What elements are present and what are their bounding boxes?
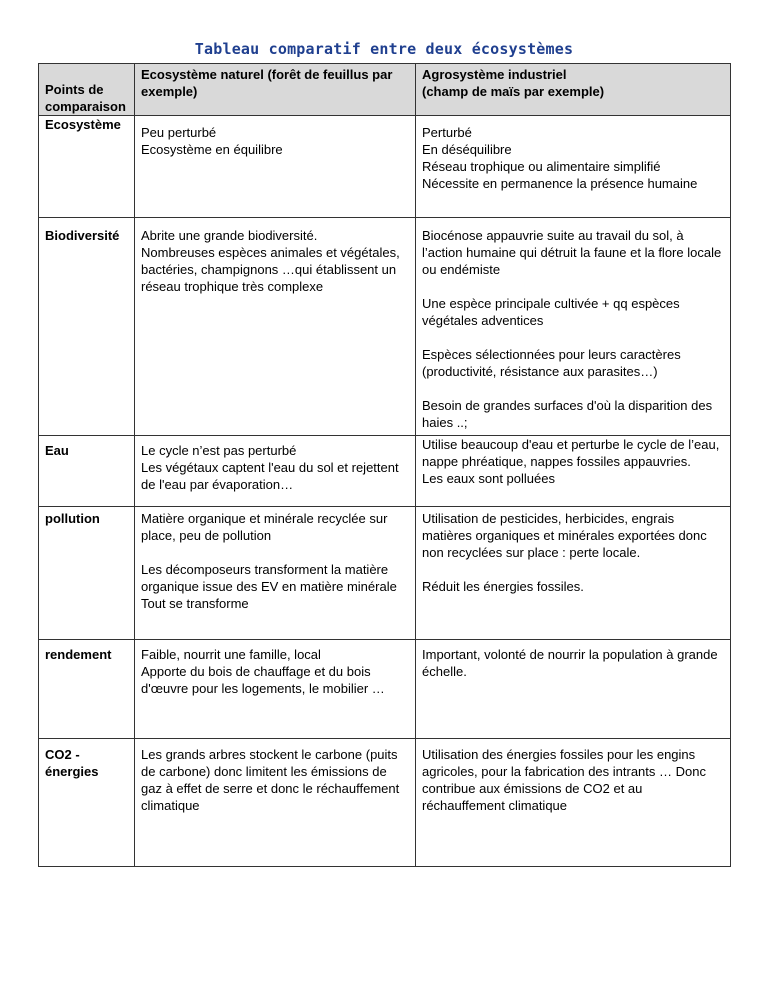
table-header-row xyxy=(39,64,731,116)
cell-text: Faible, nourrit une famille, local xyxy=(141,647,321,662)
table-row xyxy=(39,739,731,867)
cell-text: Tout se transforme xyxy=(141,596,249,611)
cell-text: Biocénose appauvrie suite au travail du sol, à l’action humaine qui détruit la faune et la flore locale ou endémiste xyxy=(422,228,722,277)
header-col3-line2: (champ de maïs par exemple) xyxy=(422,84,605,99)
cell-text: Utilise beaucoup d'eau et perturbe le cycle de l’eau, nappe phréatique, nappes fossiles appauvries. xyxy=(422,437,720,469)
cell-text: Utilisation de pesticides, herbicides, engrais matières organiques et minérales exportées donc non recyclées sur place : perte locale. xyxy=(422,511,707,560)
cell-text: Besoin de grandes surfaces d'où la disparition des haies ..; xyxy=(422,398,713,430)
cell-text: Matière organique et minérale recyclée sur place, peu de pollution xyxy=(141,511,388,543)
natural-cell xyxy=(135,507,416,640)
header-agrosystem xyxy=(416,64,731,116)
row-label-rendement: rendement xyxy=(39,640,135,739)
cell-text: Nécessite en permanence la présence humaine xyxy=(422,176,698,191)
cell-text: Important, volonté de nourrir la population à grande échelle. xyxy=(422,647,718,679)
cell-text: Les grands arbres stockent le carbone (puits de carbone) donc limitent les émissions de gaz à effet de serre et donc le réchauffement climatique xyxy=(141,747,400,813)
cell-text: Nombreuses espèces animales et végétales, bactéries, champignons …qui établissent un réseau trophique très complexe xyxy=(141,245,400,294)
row-label-pollution: pollution xyxy=(39,507,135,640)
cell-text: Perturbé xyxy=(422,125,472,140)
natural-cell xyxy=(135,739,416,867)
cell-text: Apporte du bois de chauffage et du bois d'œuvre pour les logements, le mobilier … xyxy=(141,664,385,696)
natural-cell xyxy=(135,116,416,218)
cell-text: Réseau trophique ou alimentaire simplifié xyxy=(422,159,661,174)
cell-text: Les végétaux captent l'eau du sol et rejettent de l'eau par évaporation… xyxy=(141,460,399,492)
table-row xyxy=(39,436,731,507)
cell-text: Abrite une grande biodiversité. xyxy=(141,228,318,243)
cell-text: En déséquilibre xyxy=(422,142,512,157)
row-label-eau: Eau xyxy=(39,436,135,507)
header-natural-ecosystem: Ecosystème naturel (forêt de feuillus par exemple) xyxy=(135,64,416,116)
table-row xyxy=(39,116,731,218)
table-row xyxy=(39,640,731,739)
agro-cell xyxy=(416,739,731,867)
page-title: Tableau comparatif entre deux écosystèmes xyxy=(194,40,574,58)
cell-text: Réduit les énergies fossiles. xyxy=(422,579,584,594)
agro-cell xyxy=(416,218,731,436)
table-row xyxy=(39,218,731,436)
agro-cell xyxy=(416,116,731,218)
header-points-de-comparaison xyxy=(39,64,135,116)
cell-text: Le cycle n’est pas perturbé xyxy=(141,443,297,458)
agro-cell xyxy=(416,436,731,507)
header-col1-line2: comparaison xyxy=(45,99,126,114)
natural-cell xyxy=(135,640,416,739)
agro-cell xyxy=(416,640,731,739)
cell-text: Peu perturbé xyxy=(141,125,217,140)
cell-text: Les eaux sont polluées xyxy=(422,471,555,486)
row-label-biodiversite: Biodiversité xyxy=(39,218,135,436)
header-col1-line1: Points de xyxy=(45,82,104,97)
cell-text: Une espèce principale cultivée + qq espèces végétales adventices xyxy=(422,296,680,328)
table-row xyxy=(39,507,731,640)
cell-text: Utilisation des énergies fossiles pour les engins agricoles, pour la fabrication des intrants … Donc contribue aux émissions de CO2 et au réchauffement climatique xyxy=(422,747,706,813)
comparison-table xyxy=(38,63,731,867)
cell-text: Ecosystème en équilibre xyxy=(141,142,283,157)
agro-cell xyxy=(416,507,731,640)
row-label-co2-energies: CO2 - énergies xyxy=(39,739,135,867)
header-col3-line1: Agrosystème industriel xyxy=(422,67,567,82)
natural-cell xyxy=(135,218,416,436)
natural-cell xyxy=(135,436,416,507)
row-label-ecosysteme: Ecosystème xyxy=(39,116,135,218)
cell-text: Les décomposeurs transforment la matière organique issue des EV en matière minérale xyxy=(141,562,397,594)
cell-text: Espèces sélectionnées pour leurs caractères (productivité, résistance aux parasites…) xyxy=(422,347,681,379)
